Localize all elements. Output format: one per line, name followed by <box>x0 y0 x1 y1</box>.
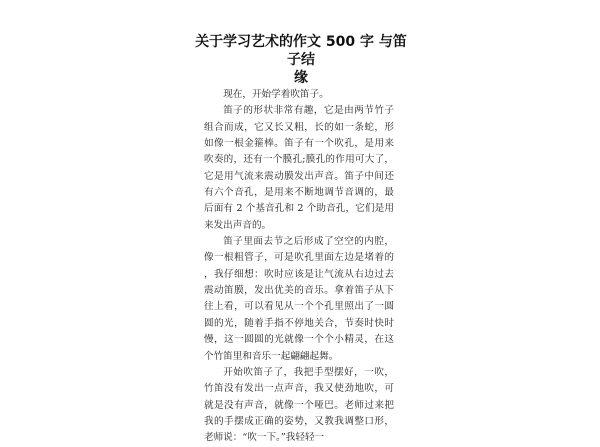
title-line-2: 缘 <box>294 70 308 86</box>
document-body <box>204 87 394 447</box>
paragraph-intro: 现在，开始学着吹笛子。 <box>223 89 329 100</box>
document-title <box>195 33 407 87</box>
title-line-1: 关于学习艺术的作文 500 字 与笛子结 <box>195 34 407 68</box>
paragraph-start-playing: 开始吹笛子了，我把手型摆好，一吹，竹笛没有发出一点声音，我又使劲地吹，可就是没有声音，就像一个哑巴。老师过来把我的手摆成正确的姿势，又教我调整口形，老师说：“吹一下。”我轻轻一 <box>204 366 394 444</box>
paragraph-flute-inside: 笛子里面去节之后形成了空空的内腔，像一根粗管子，可是吹孔里面左边是堵着的，我仔细想：吹时应该是让气流从右边过去震动笛膜，发出优美的音乐。拿着笛子从下往上看，可以看见从一个个孔里照出了一圆圆的光，随着手指不停地关合，节奏时快时慢，这一圆圆的光就像一个个小精灵，在这个竹笛里和音乐一起翩翩起舞。 <box>204 236 394 362</box>
paragraph-flute-shape: 笛子的形状非常有趣，它是由两节竹子组合而成，它又长又粗，长的如一条蛇，形如像一根金箍棒。笛子有一个吹孔，是用来吹奏的，还有一个膜孔;膜孔的作用可大了，它是用气流来震动膜发出声音。笛子中间还有六个音孔，是用来不断地调节音调的，最后面有 2 个基音孔和 2 个助音孔，它们是用来发出声音的。 <box>204 105 394 231</box>
